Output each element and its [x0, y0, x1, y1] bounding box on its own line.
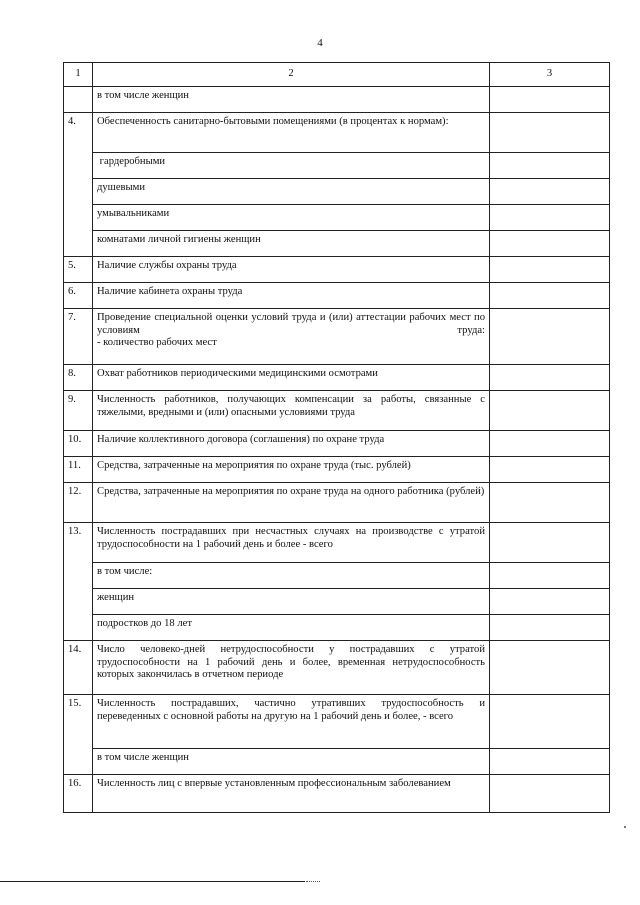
table-row: [64, 257, 610, 283]
footer-rule-dotted: [306, 881, 320, 882]
row-number: [64, 231, 93, 257]
row-value[interactable]: [490, 231, 610, 257]
header-col-3: 3: [490, 63, 610, 87]
table-row: [64, 283, 610, 309]
row-text: Средства, затраченные на мероприятия по охране труда (тыс. рублей): [93, 457, 490, 483]
row-value[interactable]: [490, 391, 610, 431]
row-value[interactable]: [490, 775, 610, 813]
footer-rule: [0, 881, 305, 882]
row-text: комнатами личной гигиены женщин: [93, 231, 490, 257]
table-row: [64, 775, 610, 813]
report-table: [63, 62, 610, 813]
row-value[interactable]: [490, 457, 610, 483]
header-col-2: 2: [93, 63, 490, 87]
page-number: 4: [317, 37, 323, 49]
row-text-cell: [93, 309, 490, 365]
row-number: [64, 589, 93, 615]
row-value[interactable]: [490, 283, 610, 309]
row-value[interactable]: [490, 749, 610, 775]
row-number: 15.: [64, 695, 93, 749]
row-number: 10.: [64, 431, 93, 457]
table-row: [64, 87, 610, 113]
table-row: [64, 523, 610, 563]
row-value[interactable]: [490, 179, 610, 205]
row-value[interactable]: [490, 641, 610, 695]
row-number: 8.: [64, 365, 93, 391]
row-number: [64, 87, 93, 113]
row-text: Проведение специальной оценки условий труда и (или) аттестации рабочих мест по условиям труда:: [97, 312, 485, 336]
row-value[interactable]: [490, 87, 610, 113]
row-number: 7.: [64, 309, 93, 365]
row-number: 13.: [64, 523, 93, 563]
table-row: [64, 457, 610, 483]
row-number: [64, 179, 93, 205]
table-header-row: [64, 63, 610, 87]
row-text: Наличие коллективного договора (соглашения) по охране труда: [93, 431, 490, 457]
row-value[interactable]: [490, 615, 610, 641]
row-text: Численность пострадавших при несчастных случаях на производстве с утратой трудоспособности на 1 рабочий день и более - всего: [93, 523, 490, 563]
table-row: [64, 231, 610, 257]
row-number: [64, 205, 93, 231]
table-row: [64, 749, 610, 775]
table-row: [64, 615, 610, 641]
row-text: душевыми: [93, 179, 490, 205]
row-value[interactable]: [490, 483, 610, 523]
row-text: в том числе женщин: [93, 749, 490, 775]
row-value[interactable]: [490, 153, 610, 179]
row-text: умывальниками: [93, 205, 490, 231]
table-row: [64, 153, 610, 179]
row-number: 9.: [64, 391, 93, 431]
row-number: [64, 153, 93, 179]
row-text: в том числе женщин: [93, 87, 490, 113]
row-subtext: - количество рабочих мест: [97, 337, 217, 349]
row-value[interactable]: [490, 113, 610, 153]
row-text: Наличие кабинета охраны труда: [93, 283, 490, 309]
table-row: [64, 483, 610, 523]
row-text: Охват работников периодическими медицинскими осмотрами: [93, 365, 490, 391]
row-text: в том числе:: [93, 563, 490, 589]
row-value[interactable]: [490, 523, 610, 563]
row-number: 16.: [64, 775, 93, 813]
row-number: [64, 749, 93, 775]
row-value[interactable]: [490, 365, 610, 391]
row-text: Число человеко-дней нетрудоспособности у пострадавших с утратой трудоспособности на 1 рабочий день и более, временная нетрудоспособность которых закончилась в отчетном периоде: [93, 641, 490, 695]
row-text: Средства, затраченные на мероприятия по охране труда на одного работника (рублей): [93, 483, 490, 523]
row-number: 4.: [64, 113, 93, 153]
row-text: подростков до 18 лет: [93, 615, 490, 641]
table-row: [64, 695, 610, 749]
row-text: Численность лиц с впервые установленным профессиональным заболеванием: [93, 775, 490, 813]
row-value[interactable]: [490, 309, 610, 365]
row-number: 14.: [64, 641, 93, 695]
row-value[interactable]: [490, 589, 610, 615]
row-value[interactable]: [490, 205, 610, 231]
row-value[interactable]: [490, 431, 610, 457]
table-row: [64, 309, 610, 365]
row-text: Численность пострадавших, частично утративших трудоспособность и переведенных с основной работы на другую на 1 рабочий день и более, - всего: [93, 695, 490, 749]
table-row: [64, 113, 610, 153]
scan-artifact: [624, 826, 626, 828]
table-row: [64, 391, 610, 431]
row-number: [64, 615, 93, 641]
row-text: Обеспеченность санитарно-бытовыми помещениями (в процентах к нормам):: [93, 113, 490, 153]
table-row: [64, 179, 610, 205]
row-value[interactable]: [490, 257, 610, 283]
row-number: 5.: [64, 257, 93, 283]
table-row: [64, 589, 610, 615]
row-value[interactable]: [490, 563, 610, 589]
table-row: [64, 205, 610, 231]
table-row: [64, 365, 610, 391]
row-number: 6.: [64, 283, 93, 309]
row-value[interactable]: [490, 695, 610, 749]
table-row: [64, 641, 610, 695]
row-text: женщин: [93, 589, 490, 615]
header-col-1: 1: [64, 63, 93, 87]
row-number: 12.: [64, 483, 93, 523]
table-row: [64, 563, 610, 589]
row-number: 11.: [64, 457, 93, 483]
table-row: [64, 431, 610, 457]
row-text: гардеробными: [93, 153, 490, 179]
row-text: Численность работников, получающих компенсации за работы, связанные с тяжелыми, вредными и (или) опасными условиями труда: [93, 391, 490, 431]
row-number: [64, 563, 93, 589]
row-text: Наличие службы охраны труда: [93, 257, 490, 283]
